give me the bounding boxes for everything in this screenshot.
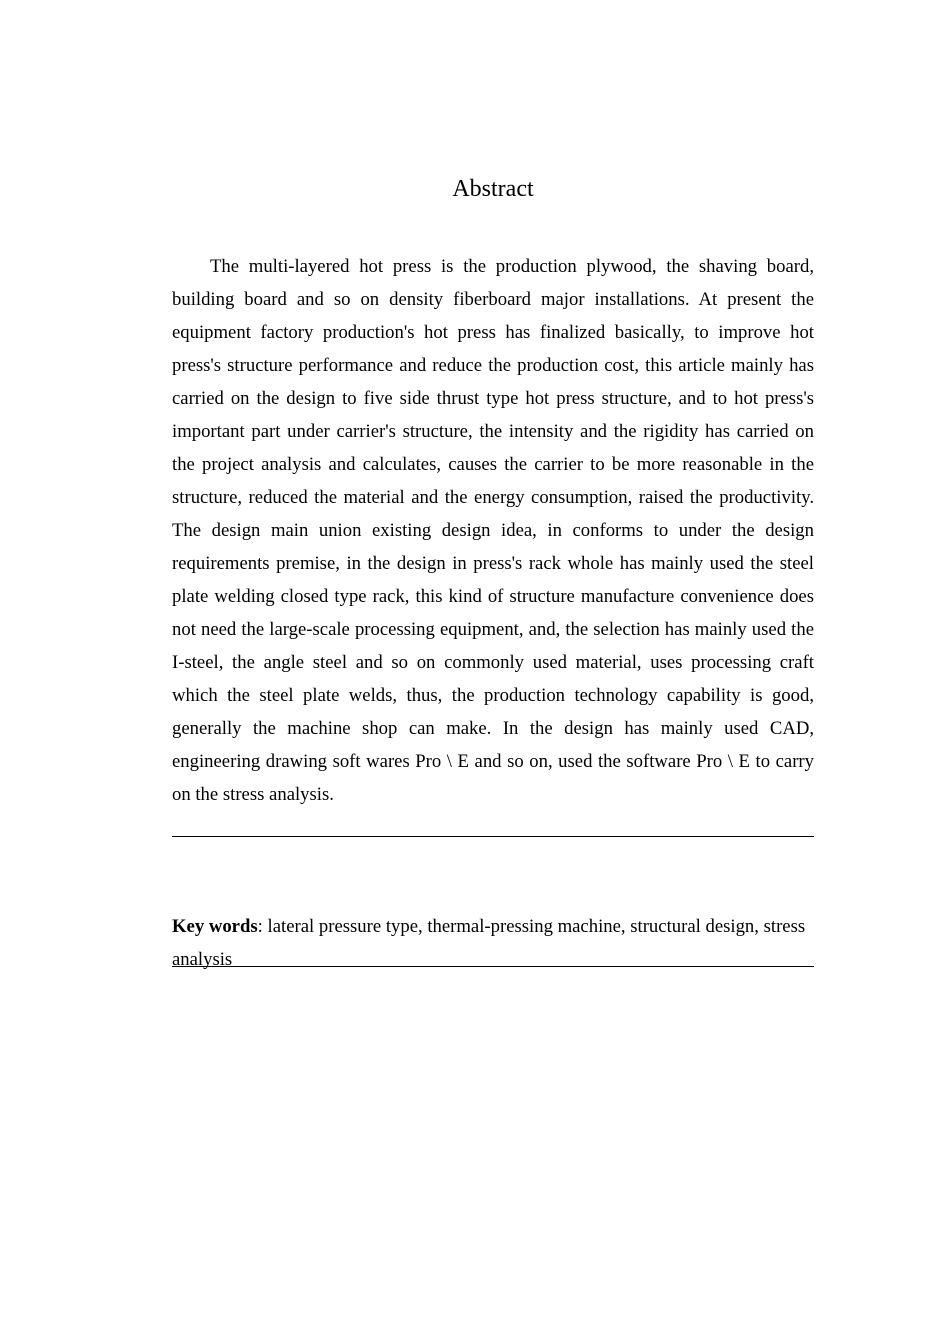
keywords-text: lateral pressure type, thermal-pressing machine, structural design, stress analysis <box>172 916 806 970</box>
keywords-underline <box>172 966 814 967</box>
keywords-separator: : <box>257 916 268 937</box>
abstract-body: The multi-layered hot press is the production plywood, the shaving board, building board and so on density fiberboard major installations. At present the equipment factory production's hot press has finalized basically, to improve hot press's structure performance and reduce the production cost, this article mainly has carried on the design to five side thrust type hot press structure, and to hot press's important part under carrier's structure, the intensity and the rigidity has carried on the project analysis and calculates, causes the carrier to be more reasonable in the structure, reduced the material and the energy consumption, raised the productivity. The design main union existing design idea, in conforms to under the design requirements premise, in the design in press's rack whole has mainly used the steel plate welding closed type rack, this kind of structure manufacture convenience does not need the large-scale processing equipment, and, the selection has mainly used the I-steel, the angle steel and so on commonly used material, uses processing craft which the steel plate welds, thus, the production technology capability is good, generally the machine shop can make. In the design has mainly used CAD, engineering drawing soft wares Pro \ E and so on, used the software Pro \ E to carry on the stress analysis. <box>172 256 814 805</box>
keywords-label: Key words <box>172 916 258 937</box>
abstract-title: Abstract <box>452 176 534 202</box>
horizontal-rule <box>172 836 814 837</box>
